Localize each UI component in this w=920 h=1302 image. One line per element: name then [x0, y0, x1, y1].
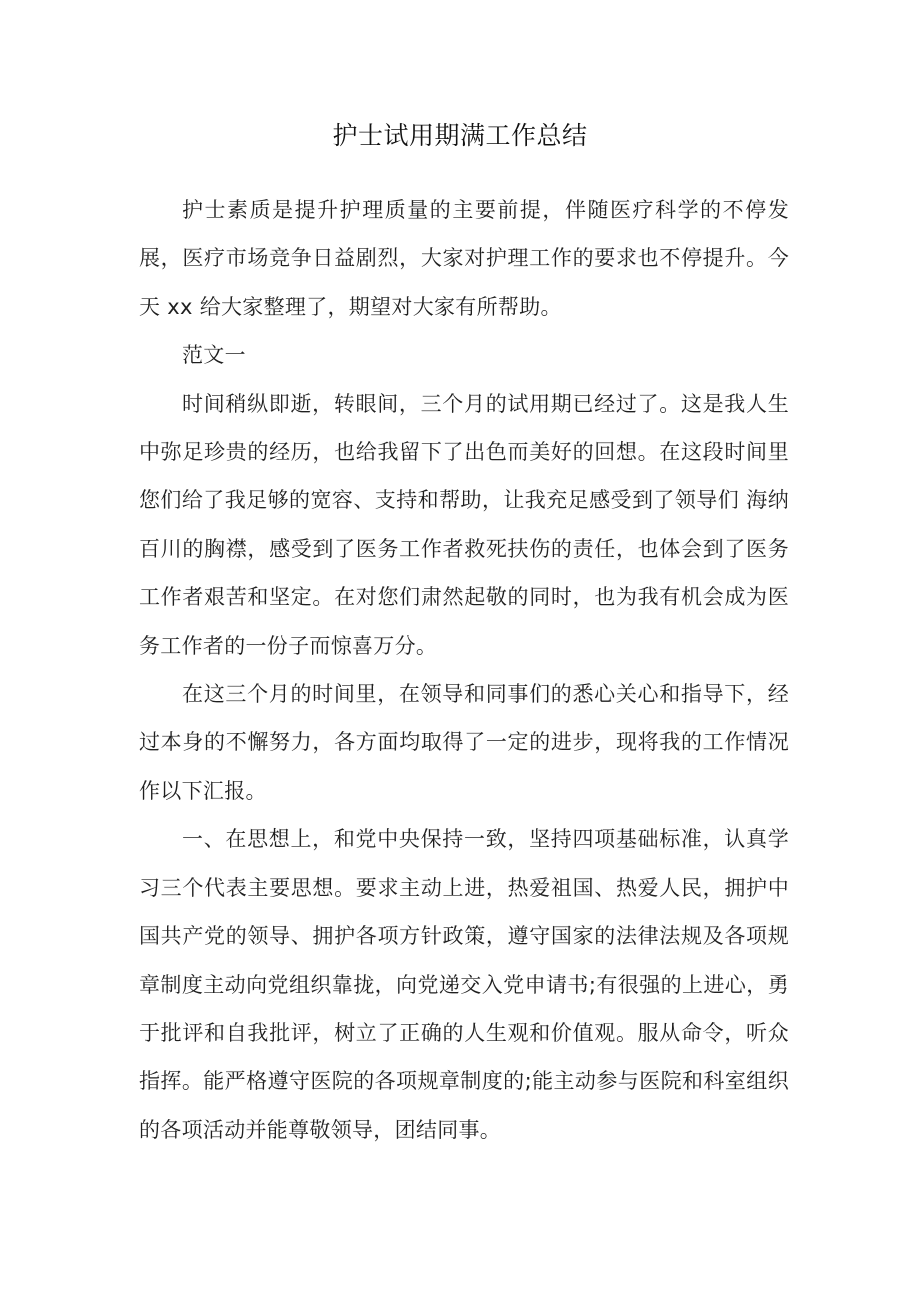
- document-body: [139, 186, 789, 1154]
- paragraph-reflection: 时间稍纵即逝，转眼间，三个月的试用期已经过了。这是我人生中弥足珍贵的经历，也给我留下了出色而美好的回想。在这段时间里您们给了我足够的宽容、支持和帮助，让我充足感受到了领导们 海纳百川的胸襟，感受到了医务工作者救死扶伤的责任，也体会到了医务工作者艰苦和坚定。在对您们肃然起敬的同时，也为我有机会成为医务工作者的一份子而惊喜万分。: [139, 391, 789, 658]
- paragraph-section-heading: 范文一: [182, 343, 246, 368]
- document-title: 护士试用期满工作总结: [332, 121, 588, 150]
- paragraph-intro: 护士素质是提升护理质量的主要前提，伴随医疗科学的不停发展，医疗市场竞争日益剧烈，大家对护理工作的要求也不停提升。今天 xx 给大家整理了，期望对大家有所帮助。: [139, 198, 789, 319]
- paragraph-report-intro: 在这三个月的时间里，在领导和同事们的悉心关心和指导下，经过本身的不懈努力，各方面均取得了一定的进步，现将我的工作情况作以下汇报。: [139, 682, 789, 803]
- paragraph-ideology: 一、在思想上，和党中央保持一致，坚持四项基础标准，认真学习三个代表主要思想。要求主动上进，热爱祖国、热爱人民，拥护中国共产党的领导、拥护各项方针政策，遵守国家的法律法规及各项规章制度主动向党组织靠拢，向党递交入党申请书;有很强的上进心，勇于批评和自我批评，树立了正确的人生观和价值观。服从命令，听众指挥。能严格遵守医院的各项规章制度的;能主动参与医院和科室组织的各项活动并能尊敬领导，团结同事。: [139, 827, 789, 1142]
